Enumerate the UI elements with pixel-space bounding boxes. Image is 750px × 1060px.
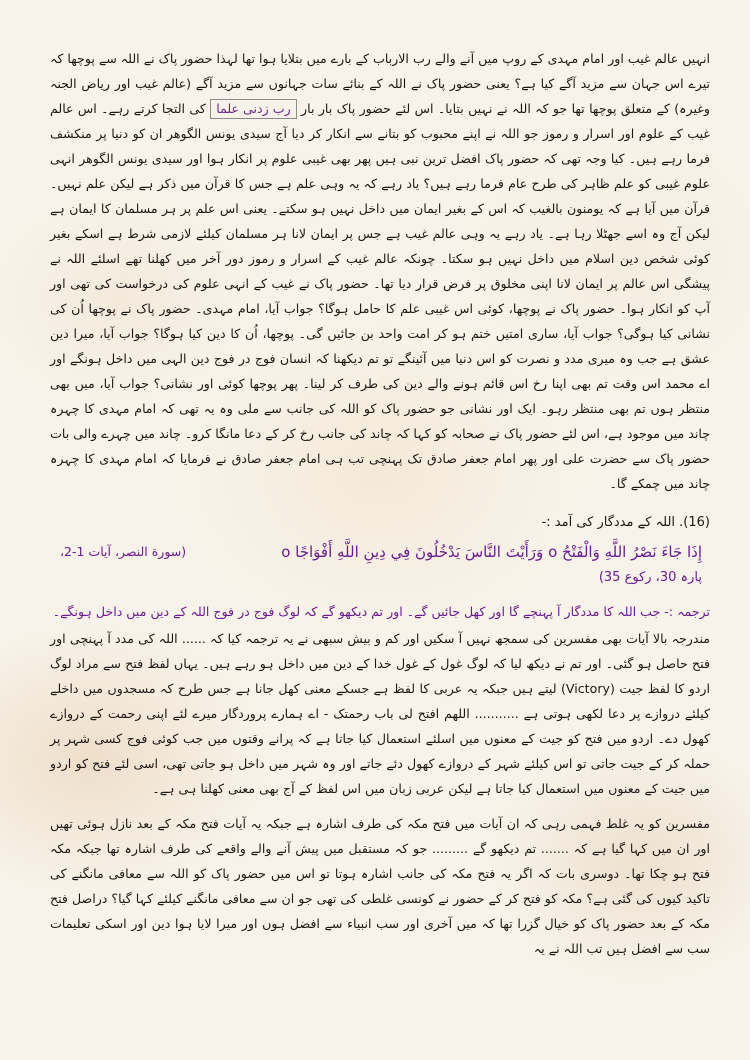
paragraph-mufassirin: مفسرین کو یہ غلط فہمی رہی کہ ان آیات میں فتح مکہ کی طرف اشارہ ہے جبکہ یہ آیات فتح مکہ کے بعد نازل ہوئی تھیں اور ان میں کہا گیا ہے کہ ....... تم دیکھو گے ......... جو کہ مستقبل میں پیش آنے والے واقعے کی طرف اشارہ تھا جبکہ مکہ فتح ہو چکا تھا۔ دوسری بات کہ اگر یہ فتح مکہ کی جانب اشارہ ہوتا تو اس میں حضور پاک کو اللہ سے معافی مانگنے کی تاکید کیوں کی گئی ہے؟ مکہ کو فتح کر کے حضور نے کونسی غلطی کی تھی جو ان سے معافی مانگنے کیلئے کہا گیا؟ دراصل فتح مکہ کے بعد حضور پاک کو خیال گزرا تھا کہ میں آخری اور سب انبیاء سے افضل ہوں اور میرا لایا ہوا دین اور اسکی تعلیمات سب سے افضل ہیں تب اللہ نے یہ (50, 816, 710, 956)
document-body (50, 46, 710, 961)
paragraph-opening-text-start: انہیں عالم غیب اور امام مہدی کے روپ میں آنے والے رب الارباب کے بارے میں بتلایا ہوا تھا لہذا حضور پاک نے اللہ سے پوچھا کہ تیرے اس جہان سے مزید آگے کیا ہے؟ یعنی حضور پاک نے اللہ کے بنائے سات جہانوں سے مزید آگے (عالم غیب اور ریاض الجنہ وغیرہ) کے متعلق پوچھا تھا جو کہ اللہ نے نہیں بتایا۔ اس لئے حضور پاک بار بار (50, 51, 710, 116)
paragraph-opening (50, 46, 710, 496)
verse-para-ruku: پارہ 30، رکوع 35) (598, 570, 702, 585)
verse-translation: ترجمہ :- جب اللہ کا مددگار آ پہنچے گا اور کھل جائیں گے۔ اور تم دیکھو گے کہ لوگ فوج در فوج اللہ کے دین میں داخل ہونگے۔ (52, 604, 710, 619)
section-heading: (16). اللہ کے مددگار کی آمد :- (541, 515, 710, 530)
paragraph-opening-text-end: کی التجا کرتے رہے۔ اس عالم غیب کے علوم اور اسرار و رموز جو اللہ نے اپنے محبوب کو بتانے سے انکار کر دیا آج سیدی یونس الگوھر ان کو دنیا پر منکشف فرما رہے ہیں۔ کیا وجہ تھی کہ حضور پاک افضل ترین نبی ہیں پھر بھی غیبی علوم پر انکار ہوا اور سیدی یونس الگوھر انہی علوم غیبی کو علم ظاہر کی طرح عام فرما رہے ہیں؟ یاد رہے کہ یہ وہی علم ہے جس کا قرآن میں ذکر ہے لیکن علم نہیں۔ قرآن میں آیا ہے کہ یومنون بالغیب کہ اس کے بغیر ایمان میں داخل نہیں ہو سکتے۔ یعنی اس علم پر ہر مسلمان کا ایمان ہے لیکن آج وہ اسے جھٹلا رہا ہے۔ یاد رہے یہ وہی عالم غیب ہے جس پر ایمان لانا ہر مسلمان کیلئے لازمی شرط ہے اسکے بغیر کوئی شخص دین اسلام میں داخل نہیں ہو سکتا۔ چونکہ عالم غیب کے اسرار و رموز دور آخر میں کھلنا تھے اسلئے اللہ نے پیشگی اس عالم پر ایمان لانا اپنی مخلوق پر فرض قرار دیا تھا۔ حضور پاک نے غیب کے انہی علوم کی درخواست کی تھی اور آپ کو انکار ہوا۔ حضور پاک نے پوچھا، کوئی اس غیبی علم کا حامل ہوگا؟ جواب آیا، امام مہدی۔ حضور پاک نے پوچھا اُن کی نشانی کیا ہوگی؟ جواب آیا، ساری امتیں ختم ہو کر امت واحد بن جائیں گی۔ پوچھا، اُن کا دین کیا ہوگا؟ جواب آیا، میرا دین عشق ہے جب وہ میری مدد و نصرت کو اس دنیا میں آئینگے تو تم دیکھنا کہ انسان فوج در فوج دین الہی میں داخل ہونگے اور اے محمد اس وقت تم بھی اپنا رخ اس قائم ہونے والے دین کی طرف کر لینا۔ پھر پوچھا کوئی اور نشانی؟ جواب آیا، میں بھی منتظر ہوں تم بھی منتظر رہو۔ ایک اور نشانی جو حضور پاک کو اللہ کی جانب سے ملی وہ یہ تھی کہ امام مہدی کا چہرہ چاند میں موجود ہے، اس لئے حضور پاک نے صحابہ کو کہا کہ چاند کی جانب رخ کر کے دعا مانگا کرو۔ چاند میں چہرے والی بات حضور پاک سے حضرت علی اور پھر امام جعفر صادق تک پہنچی تب ہی امام جعفر صادق نے فرمایا کہ امام مہدی کا چہرہ چاند میں چمکے گا۔ (50, 101, 710, 491)
highlighted-phrase: رب زدنی علما (210, 99, 296, 119)
quran-verse-block (50, 539, 710, 593)
verse-reference: (سورة النصر، آیات 1-2، (60, 544, 187, 559)
quran-verse-arabic: إِذَا جَاءَ نَصْرُ اللَّهِ وَالْفَتْحُ o وَرَأَيْتَ النَّاسَ يَدْخُلُونَ فِي دِينِ اللَّهِ أَفْوَاجًا o (281, 543, 702, 561)
paragraph-commentary: مندرجہ بالا آیات بھی مفسرین کی سمجھ نہیں آ سکیں اور کم و بیش سبھی نے یہ ترجمہ کیا کہ ...... اللہ کی مدد آ پہنچی اور فتح حاصل ہو گئی۔ اور تم نے دیکھ لیا کہ لوگ غول کے غول خدا کے دین میں داخل ہو رہے ہیں۔ یہاں لفظ فتح سے مراد لوگ اردو کا لفظ جیت (Victory) لیتے ہیں جبکہ یہ عربی کا لفظ ہے جسکے معنی کھل جانا ہے جس طرح کہ مسجدوں میں داخلے کیلئے دروازے پر دعا لکھی ہوتی ہے ........... اللھم افتح لی باب رحمتک - اے ہمارے پروردگار میرے لئے اپنی رحمت کے دروازے کھول دے۔ اردو میں فتح کو جیت کے معنوں میں اسلئے استعمال کیا جاتا ہے کہ پرانے وقتوں میں جب کوئی فوج کسی شہر پر حملہ کر کے جیت جاتی تو اس کیلئے شہر کے دروازے کھول دئے جاتے اور وہ شہر میں داخل ہو جاتی تھی، اسی لئے فتح کو اردو میں جیت کے معنوں میں استعمال کیا جاتا ہے لیکن عربی زبان میں اس لفظ کے آج بھی معنی کھلنا ہی ہے۔ (50, 631, 710, 796)
